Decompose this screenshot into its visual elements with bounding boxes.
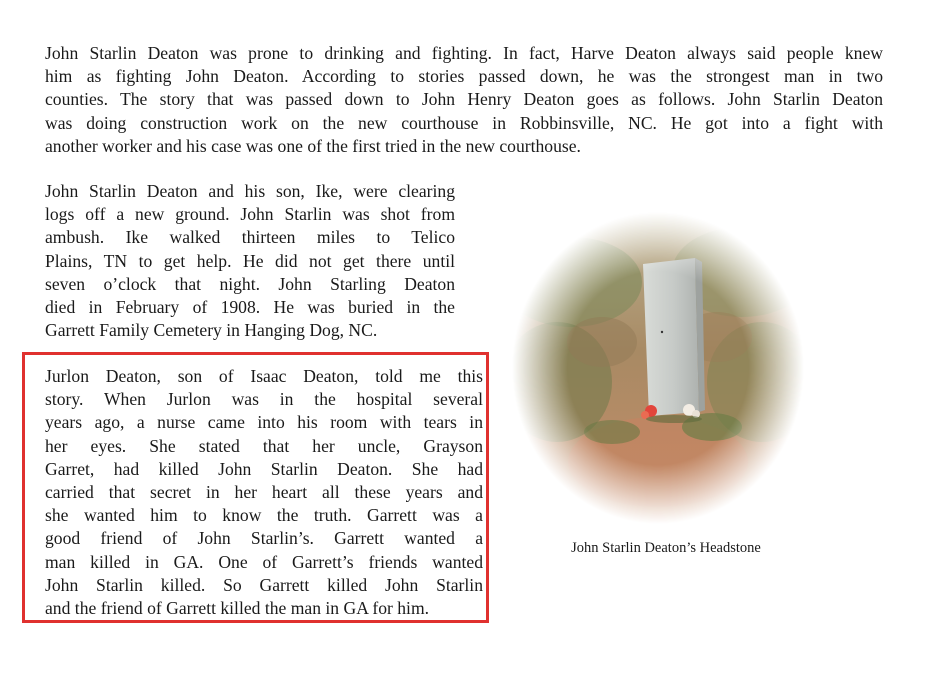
headstone-photo: [512, 212, 804, 524]
text-line: Plains, TN to get help. He did not get there until: [45, 250, 455, 271]
text-line: Jurlon Deaton, son of Isaac Deaton, told me this: [45, 366, 483, 386]
text-line: Garrett Family Cemetery in Hanging Dog, NC.: [45, 320, 378, 341]
text-line: she wanted him to know the truth. Garrett was a: [45, 505, 483, 526]
text-line: Garret, had killed John Starlin Deaton. She had: [45, 458, 483, 479]
text-line: story. When Jurlon was in the hospital several: [45, 389, 483, 410]
text-line: John Starlin Deaton was prone to drinking and fighting. In fact, Harve Deaton always said people knew: [45, 43, 883, 63]
text-line: John Starlin Deaton and his son, Ike, were clearing: [45, 181, 455, 201]
text-line: died in February of 1908. He was buried in the: [45, 297, 455, 318]
text-line: him as fighting John Deaton. According to stories passed down, he was the strongest man in two: [45, 66, 883, 87]
text-line: good friend of John Starlin’s. Garrett wanted a: [45, 528, 483, 549]
text-line: logs off a new ground. John Starlin was shot from: [45, 204, 455, 225]
text-line: and the friend of Garrett killed the man in GA for him.: [45, 598, 430, 619]
text-line: John Starlin killed. So Garrett killed John Starlin: [45, 574, 483, 595]
text-line: carried that secret in her heart all these years and: [45, 482, 483, 503]
paragraph-fighting: [45, 42, 883, 158]
text-line: her eyes. She stated that her uncle, Grayson: [45, 435, 483, 456]
text-line: years ago, a nurse came into his room with tears in: [45, 412, 483, 433]
paragraph-ambush: [45, 180, 455, 342]
paragraph-nurse-story: [45, 365, 483, 620]
text-line: counties. The story that was passed down to John Henry Deaton goes as follows. John Starlin Deaton: [45, 89, 883, 110]
text-line: seven o’clock that night. John Starling Deaton: [45, 273, 455, 294]
photo-caption: John Starlin Deaton’s Headstone: [571, 540, 761, 556]
text-line: was doing construction work on the new courthouse in Robbinsville, NC. He got into a fight with: [45, 112, 883, 133]
text-line: another worker and his case was one of the first tried in the new courthouse.: [45, 135, 581, 156]
text-line: ambush. Ike walked thirteen miles to Telico: [45, 227, 455, 248]
text-line: man killed in GA. One of Garrett’s friends wanted: [45, 551, 483, 572]
